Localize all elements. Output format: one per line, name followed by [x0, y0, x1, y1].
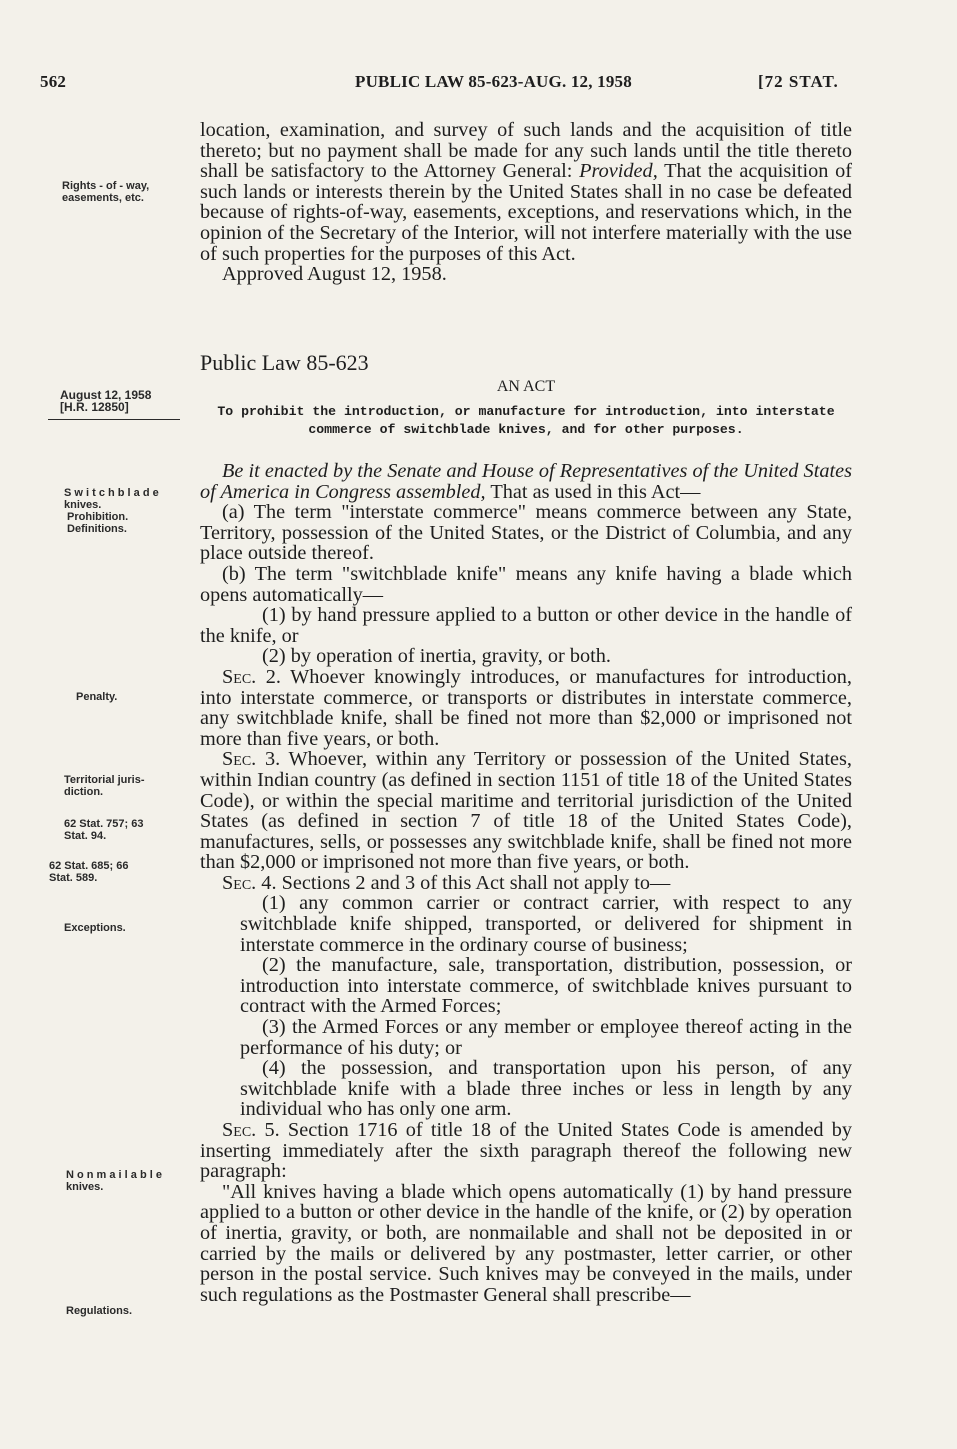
quoted-paragraph: "All knives having a blade which opens automatically (1) by hand pressure applied to a button or other device in the handle of the knife, or (2) by operation of inertia, gravity, or both, are nonmailable and shall not be deposited in or carried by the mails or delivered by any postmaster, letter carrier, or other person in the postal service. Such knives may be conveyed in the mails, under such regulations as the Postmaster General shall prescribe— [200, 1180, 852, 1306]
definition-b: (b) The term "switchblade knife" means any knife having a blade which opens automatically— [200, 562, 852, 606]
exception-4: (4) the possession, and transportation upon his person, of any switchblade knife with a blade three inches or less in length by any individual who has only one arm. [240, 1057, 852, 1121]
margin-notes [0, 0, 190, 1449]
paragraph-acquisition: location, examination, and survey of such lands and the acquisition of title thereto; but no payment shall be made for any such lands until the title thereto shall be satisfactory to the Attorney General: Provided, That the acquisition of such lands or interests therein by the United States shall in no case be defeated because of rights-of-way, easements, exceptions, and reservations which, in the opinion of the Secretary of the Interior, will not interfere materially with the use of such properties for the purposes of this Act. [200, 119, 853, 265]
margin-note-exceptions: Exceptions. [64, 922, 126, 934]
margin-note-stat-2: 62 Stat. 685; 66 Stat. 589. [49, 860, 129, 884]
previous-act-text [200, 120, 852, 285]
section-2: Sec. 2. Whoever knowingly introduces, or manufactures for introduction, into interstate commerce, or transports or distributes in interstate commerce, any switchblade knife, shall be fined not more than $2,000 or imprisoned not more than five years, or both. [200, 665, 852, 750]
exception-1: (1) any common carrier or contract carrier, with respect to any switchblade knife shipped, transported, or delivered for shipment in interstate commerce in the ordinary course of business; [240, 892, 852, 956]
running-title: PUBLIC LAW 85-623-AUG. 12, 1958 [355, 72, 632, 91]
section-3: Sec. 3. Whoever, within any Territory or possession of the United States, within Indian country (as defined in section 1151 of title 18 of the United States Code), or within the special maritime and territorial jurisdiction of the United States (as defined in section 7 of title 18 of the United States Code), manufactures, sells, or possesses any switchblade knife, shall be fined not more than $2,000 or imprisoned not more than five years, or both. [200, 748, 852, 874]
margin-note-territorial: Territorial juris- diction. [64, 774, 145, 798]
exception-2: (2) the manufacture, sale, transportation, distribution, possession, or introduction into interstate commerce, of switchblade knives pursuant to contract with the Armed Forces; [240, 954, 852, 1018]
page-number: 562 [40, 72, 67, 91]
definition-b-2: (2) by operation of inertia, gravity, or both. [262, 645, 611, 668]
margin-note-nonmailable: N o n m a i l a b l e knives. [66, 1169, 162, 1193]
margin-note-switchblade: S w i t c h b l a d e knives. Prohibition. Definitions. [64, 487, 159, 535]
public-law-title: Public Law 85-623 [200, 350, 369, 375]
definition-a: (a) The term "interstate commerce" means commerce between any State, Territory, possession of the United States, or the District of Columbia, and any place outside thereof. [200, 501, 852, 565]
section-5: Sec. 5. Section 1716 of title 18 of the United States Code is amended by inserting immediately after the sixth paragraph thereof the following new paragraph: [200, 1119, 852, 1183]
margin-note-rights-of-way: Rights - of - way, easements, etc. [62, 180, 150, 204]
enacting-clause: Be it enacted by the Senate and House of Representatives of the United States of America in Congress assembled, That as used in this Act— [200, 460, 852, 503]
definition-b-1: (1) by hand pressure applied to a button or other device in the handle of the knife, or [200, 604, 852, 647]
margin-note-date-bill: August 12, 1958 [H.R. 12850] [60, 388, 152, 414]
margin-note-stat-1: 62 Stat. 757; 63 Stat. 94. [64, 818, 144, 842]
exception-3: (3) the Armed Forces or any member or employee thereof acting in the performance of his duty; or [240, 1016, 852, 1059]
act-heading: AN ACT [496, 378, 556, 395]
margin-note-penalty: Penalty. [76, 691, 118, 703]
provided-italic: Provided, [579, 160, 658, 183]
volume-reference: [72 STAT. [758, 72, 839, 91]
act-body [200, 461, 852, 1305]
margin-note-rule [48, 419, 180, 420]
section-4: Sec. 4. Sections 2 and 3 of this Act shall not apply to— [222, 871, 671, 894]
approved-date: Approved August 12, 1958. [222, 263, 447, 286]
act-purpose: To prohibit the introduction, or manufacture for introduction, into interstate commerce of switchblade knives, and for other purposes. [217, 404, 835, 437]
margin-note-regulations: Regulations. [66, 1305, 133, 1317]
